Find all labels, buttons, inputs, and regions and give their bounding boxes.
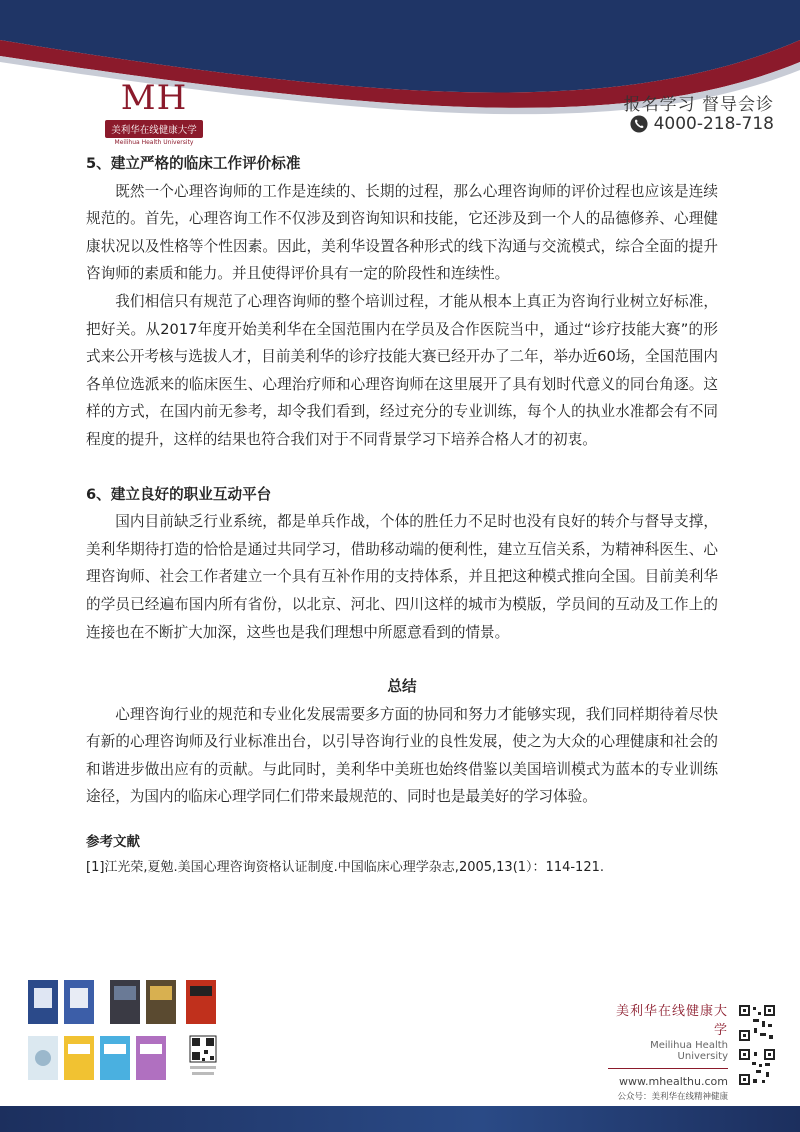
footer-bar — [0, 1106, 800, 1132]
references-title: 参考文献 — [86, 834, 140, 851]
paragraph: 国内目前缺乏行业系统，都是单兵作战，个体的胜任力不足时也没有良好的转介与督导支撑，美利华期待打造的恰恰是通过共同学习，借助移动端的便利性，建立互信关系，为精神科医生、心理咨询师、社会工作者建立一个具有互补作用的支持体系，并且把这种模式推向全国。目前美利华的学员已经遍布国内所有省份，以北京、河北、四川这样的城市为模版，学员间的互动及工作上的连接也在不断扩大加深，这些也是我们理想中所愿意看到的情景。 — [86, 513, 718, 641]
summary-title: 总结 — [387, 678, 417, 696]
section-title: 6、建立良好的职业互动平台 — [86, 485, 272, 503]
phone-number: 4000-218-718 — [653, 114, 774, 134]
summary-paragraph: 心理咨询行业的规范和专业化发展需要多方面的协同和努力才能够实现，我们同样期待着尽快有新的心理咨询师及行业标准出台，以引导咨询行业的良性发展，使之为大众的心理健康和社会的和谐进步做出应有的贡献。与此同时，美利华中美班也始终借鉴以美国培训模式为蓝本的专业训练途径，为国内的临床心理学同仁们带来最规范的、同时也是最美好的学习体验。 — [86, 705, 718, 806]
reference-item: [1]江光荣,夏勉.美国心理咨询资格认证制度.中国临床心理学杂志,2005,13(1）：114-121. — [86, 859, 604, 875]
header-phone — [630, 114, 774, 134]
footer-brand-en: Meilihua Health University — [650, 1040, 728, 1062]
phone-icon — [630, 115, 648, 133]
paragraph: 既然一个心理咨询师的工作是连续的、长期的过程，那么心理咨询师的评价过程也应该是连续规范的。首先，心理咨询工作不仅涉及到咨询知识和技能，它还涉及到一个人的品德修养、心理健康状况以及性格等个性因素。因此，美利华设置各种形式的线下沟通与交流模式，综合全面的提升咨询师的素质和能力。并且使得评价具有一定的阶段性和连续性。 — [86, 182, 718, 283]
logo-name: 美利华在线健康大学 — [105, 120, 203, 138]
book-covers-image — [26, 978, 256, 1088]
section-title: 5、建立严格的临床工作评价标准 — [86, 155, 301, 172]
footer-brand-cn: 美利华在线健康大学 — [615, 1004, 728, 1038]
logo-mark: MH — [120, 78, 188, 118]
paragraph: 我们相信只有规范了心理咨询师的整个培训过程，才能从根本上真正为咨询行业树立好标准，把好关。从2017年度开始美利华在全国范围内在学员及合作医院当中，通过“诊疗技能大赛”的形式来公开考核与选拔人才，目前美利华的诊疗技能大赛已经开办了二年，举办近60场，全国范围内各单位选派来的临床医生、心理治疗师和心理咨询师在这里展开了具有划时代意义的同台角逐。这样的方式，在国内前无参考，却令我们看到，经过充分的专业训练，每个人的执业水准都会有不同程度的提升，这样的结果也符合我们对于不同背景学习下培养合格人才的初衷。 — [86, 292, 718, 448]
qr-code-icon — [738, 1004, 776, 1042]
footer-url: www.mhealthu.com — [619, 1075, 728, 1088]
qr-code-icon — [738, 1048, 776, 1086]
article-body — [86, 150, 718, 879]
footer-wechat: 公众号：美利华在线精神健康 — [617, 1092, 728, 1102]
logo-sub: Meilihua Health University — [114, 139, 194, 146]
header-slogan: 报名学习 督导会诊 — [623, 95, 774, 115]
brand-logo — [100, 78, 208, 148]
footer-brand — [608, 1000, 728, 1102]
